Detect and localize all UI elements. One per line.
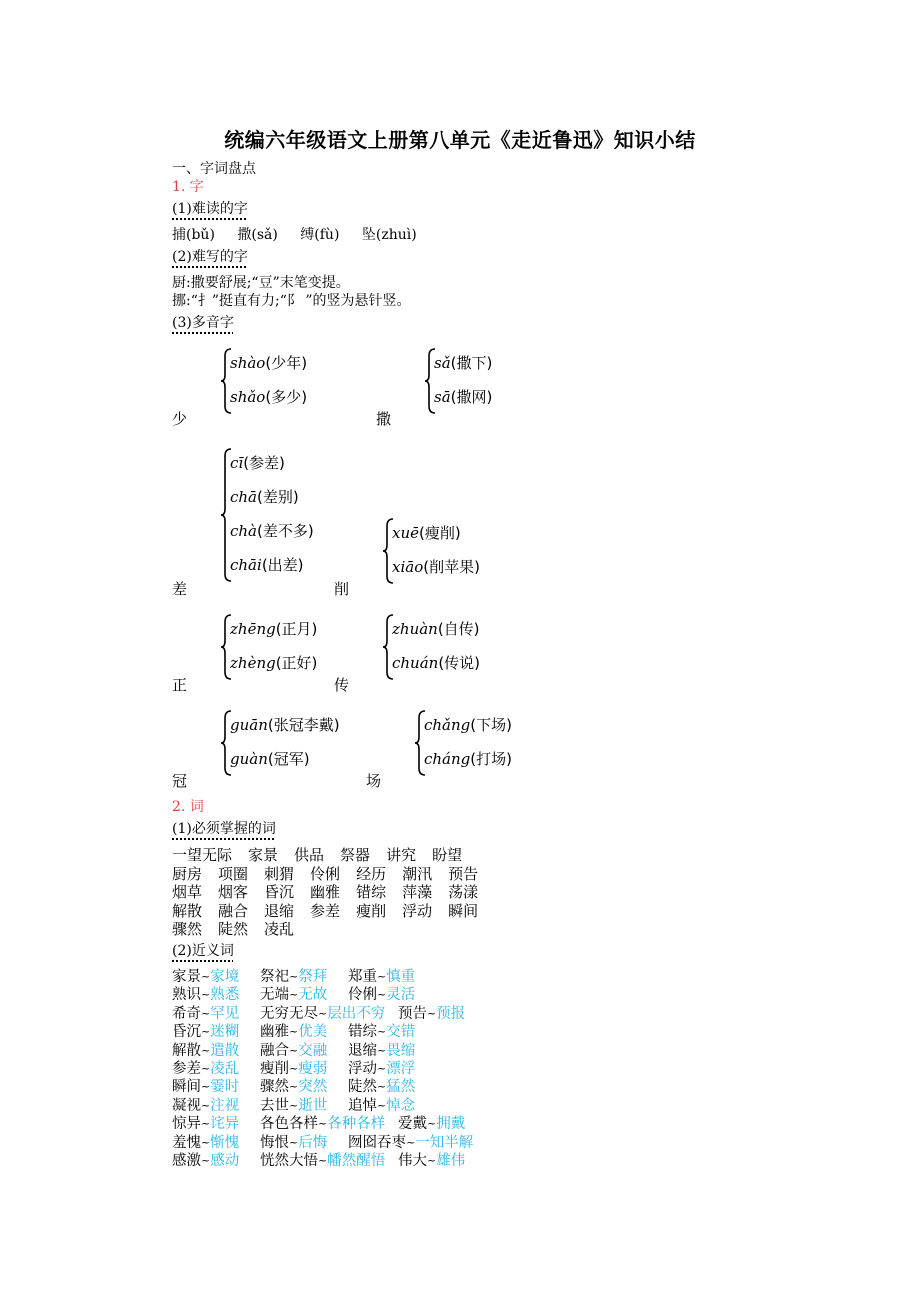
synonym-answer: 慎重 <box>386 969 416 985</box>
polyphone-reading: guàn(冠军) <box>230 750 310 768</box>
synonym-word: 凝视 <box>172 1097 201 1114</box>
synonym-answer: 罕见 <box>210 1005 240 1022</box>
word-item: 错综 <box>356 883 387 902</box>
synonym-separator: ~ <box>318 1117 328 1131</box>
word-item: 昏沉 <box>264 883 295 902</box>
synonym-pair <box>260 1060 327 1078</box>
synonym-pair <box>172 1115 239 1133</box>
polyphone-reading: shǎo(多少) <box>230 388 308 406</box>
synonym-word: 瞬间 <box>172 1079 201 1096</box>
word-item: 烟草 <box>172 883 203 902</box>
synonym-separator: ~ <box>318 1154 328 1167</box>
synonym-word: 陡然 <box>348 1079 377 1096</box>
polyphone-char: 传 <box>334 676 350 694</box>
synonym-pair <box>348 1042 415 1060</box>
polyphone-reading: zhuàn(自传) <box>392 620 480 638</box>
synonym-pair <box>260 1097 327 1115</box>
synonym-word: 幽雅 <box>260 1024 289 1041</box>
word-item: 融合 <box>218 901 249 920</box>
polyphone-reading: chǎng(下场) <box>424 716 512 734</box>
polyphone-char: 正 <box>172 676 188 694</box>
synonym-word: 感激 <box>172 1153 201 1169</box>
must-words-label: (1)必须掌握的词 <box>172 821 276 837</box>
synonym-answer: 预报 <box>436 1005 466 1022</box>
synonym-word: 熟识 <box>172 987 201 1004</box>
synonym-word: 伟大 <box>398 1153 427 1169</box>
polyphone-reading: cī(参差) <box>230 454 285 472</box>
synonym-answer: 迷糊 <box>210 1024 240 1041</box>
synonym-pair <box>260 986 327 1004</box>
synonym-pair <box>172 1060 239 1078</box>
word-row <box>172 902 494 920</box>
word-item: 项圈 <box>218 864 249 883</box>
polyphone-reading: chā(差别) <box>230 488 299 506</box>
synonym-word: 昏沉 <box>172 1024 201 1041</box>
synonym-word: 浮动 <box>348 1061 377 1077</box>
synonym-pair <box>348 1078 415 1096</box>
synonym-answer: 突然 <box>298 1079 328 1096</box>
word-item: 陡然 <box>218 920 249 939</box>
synonym-pair <box>348 968 415 986</box>
polyphone-char: 冠 <box>172 772 188 790</box>
word-item: 骤然 <box>172 920 203 939</box>
synonym-separator: ~ <box>289 1098 299 1112</box>
word-item: 供品 <box>294 846 325 864</box>
synonym-word: 希奇 <box>172 1005 201 1022</box>
word-item: 萍藻 <box>402 883 433 902</box>
word-row <box>172 846 478 864</box>
synonym-answer: 畏缩 <box>386 1042 416 1059</box>
word-item: 退缩 <box>264 901 295 920</box>
synonym-pair <box>348 986 415 1004</box>
synonym-pair <box>260 1115 385 1133</box>
synonym-pair <box>260 1134 327 1152</box>
word-item: 盼望 <box>432 846 463 864</box>
synonym-word: 郑重 <box>348 969 377 985</box>
synonym-answer: 层出不穷 <box>327 1005 386 1022</box>
synonym-pair <box>348 1097 415 1115</box>
polyphone-reading: shào(少年) <box>230 354 308 372</box>
synonym-pair <box>398 1152 465 1170</box>
synonym-pair <box>348 1023 415 1041</box>
word-item: 烟客 <box>218 883 249 902</box>
synonym-pair <box>260 1042 327 1060</box>
hard-write-line: 厨:撒要舒展;“豆”末笔变提。 <box>172 275 350 291</box>
synonym-separator: ~ <box>289 1135 299 1149</box>
polyphone-reading: cháng(打场) <box>424 750 512 768</box>
synonym-pair <box>260 1023 327 1041</box>
word-item: 瘦削 <box>356 901 387 920</box>
synonym-separator: ~ <box>427 1006 437 1020</box>
polyphone-char: 少 <box>172 410 188 428</box>
polyphone-reading: zhèng(正好) <box>230 654 318 672</box>
synonym-word: 祭祀 <box>260 969 289 985</box>
synonym-separator: ~ <box>201 1098 211 1112</box>
word-row <box>172 883 494 901</box>
synonym-separator: ~ <box>201 1006 211 1020</box>
word-item: 幽雅 <box>310 883 341 902</box>
synonym-word: 恍然大悟 <box>260 1153 318 1169</box>
synonym-word: 融合 <box>260 1042 289 1059</box>
synonym-pair <box>172 1023 239 1041</box>
synonym-separator: ~ <box>289 1025 299 1039</box>
word-item: 凌乱 <box>264 920 295 939</box>
polyphone-reading: chāi(出差) <box>230 556 304 574</box>
synonym-separator: ~ <box>289 1080 299 1094</box>
word-item: 参差 <box>310 901 341 920</box>
synonym-pair <box>260 1078 327 1096</box>
synonym-separator: ~ <box>377 1098 387 1112</box>
synonym-separator: ~ <box>289 1062 299 1075</box>
word-item: 预告 <box>448 864 479 883</box>
synonym-word: 参差 <box>172 1061 201 1077</box>
synonym-separator: ~ <box>289 1043 299 1057</box>
synonym-separator: ~ <box>201 1062 211 1075</box>
synonym-separator: ~ <box>201 1117 211 1131</box>
synonym-pair <box>172 1152 239 1170</box>
hard-read-item: 撒(sǎ) <box>237 227 278 243</box>
synonym-answer: 凌乱 <box>210 1061 240 1077</box>
synonym-pair <box>348 1134 473 1152</box>
synonym-separator: ~ <box>201 1025 211 1039</box>
synonym-word: 囫囵吞枣 <box>348 1134 406 1151</box>
synonym-pair <box>260 1005 385 1023</box>
synonym-word: 预告 <box>398 1005 427 1022</box>
synonym-answer: 幡然醒悟 <box>327 1153 386 1169</box>
synonym-separator: ~ <box>377 970 387 983</box>
polyphone-reading: xuē(瘦削) <box>392 524 461 542</box>
synonym-separator: ~ <box>377 1080 387 1094</box>
synonym-answer: 拥戴 <box>436 1116 466 1133</box>
section-heading: 一、字词盘点 <box>172 161 256 177</box>
synonym-answer: 诧异 <box>210 1116 240 1133</box>
synonym-answer: 雄伟 <box>436 1153 466 1169</box>
synonym-word: 惊异 <box>172 1116 201 1133</box>
synonym-pair <box>172 1134 239 1152</box>
synonym-separator: ~ <box>289 988 299 1002</box>
synonym-word: 瘦削 <box>260 1061 289 1077</box>
synonym-word: 追悼 <box>348 1097 377 1114</box>
polyphone-reading: sǎ(撒下) <box>434 354 493 372</box>
word-item: 讲究 <box>386 846 417 864</box>
polyphone-char: 撒 <box>376 410 392 428</box>
synonym-answer: 交错 <box>386 1024 416 1041</box>
synonym-pair <box>172 1042 239 1060</box>
word-item: 瞬间 <box>448 901 479 920</box>
synonym-answer: 霎时 <box>210 1079 240 1096</box>
polyphone-reading: zhēng(正月) <box>230 620 318 638</box>
synonym-word: 各色各样 <box>260 1116 318 1133</box>
synonym-pair <box>260 1152 385 1170</box>
synonym-pair <box>172 1078 239 1096</box>
word-item: 厨房 <box>172 864 203 883</box>
synonym-answer: 瘦弱 <box>298 1061 328 1077</box>
word-item: 祭器 <box>340 846 371 864</box>
synonym-answer: 一知半解 <box>415 1134 474 1151</box>
synonyms-label: (2)近义词 <box>172 943 234 959</box>
synonym-separator: ~ <box>377 1043 387 1057</box>
synonym-answer: 猛然 <box>386 1079 416 1096</box>
synonym-pair <box>398 1005 465 1023</box>
polyphone-char: 削 <box>334 580 350 598</box>
synonym-pair <box>172 986 239 1004</box>
synonym-pair <box>172 1005 239 1023</box>
word-item: 家景 <box>248 846 279 864</box>
hard-read-list <box>172 226 417 244</box>
word-item: 解散 <box>172 901 203 920</box>
part-heading-characters: 1. 字 <box>172 179 204 195</box>
word-row <box>172 920 310 938</box>
synonym-word: 悔恨 <box>260 1134 289 1151</box>
word-item: 伶俐 <box>310 864 341 883</box>
polyphone-reading: sā(撒网) <box>434 388 493 406</box>
synonym-answer: 后悔 <box>298 1134 328 1151</box>
synonym-answer: 优美 <box>298 1024 328 1041</box>
hard-read-item: 捕(bǔ) <box>172 227 215 243</box>
synonym-pair <box>172 968 239 986</box>
hard-read-label: (1)难读的字 <box>172 201 248 217</box>
hard-write-label: (2)难写的字 <box>172 249 248 265</box>
synonym-word: 家景 <box>172 969 201 985</box>
word-item: 荡漾 <box>448 883 479 902</box>
synonym-word: 无穷无尽 <box>260 1005 318 1022</box>
polyphone-reading: chà(差不多) <box>230 522 314 540</box>
synonym-separator: ~ <box>427 1154 437 1167</box>
synonym-pair <box>348 1060 415 1078</box>
synonym-answer: 交融 <box>298 1042 328 1059</box>
synonym-separator: ~ <box>201 970 211 983</box>
hard-read-item: 坠(zhuì) <box>361 227 417 243</box>
word-item: 潮汛 <box>402 864 433 883</box>
synonym-word: 伶俐 <box>348 987 377 1004</box>
synonym-answer: 漂浮 <box>386 1061 416 1077</box>
word-item: 刺猬 <box>264 864 295 883</box>
hard-write-line: 挪:“扌”挺直有力;“阝 ”的竖为悬针竖。 <box>172 293 411 309</box>
synonym-separator: ~ <box>377 1025 387 1039</box>
synonym-word: 去世 <box>260 1097 289 1114</box>
synonym-separator: ~ <box>377 1062 387 1075</box>
synonym-separator: ~ <box>318 1006 328 1020</box>
synonym-pair <box>398 1115 465 1133</box>
polyphone-char: 场 <box>366 772 382 790</box>
polyphone-reading: chuán(传说) <box>392 654 481 672</box>
synonym-separator: ~ <box>201 1080 211 1094</box>
synonym-word: 解散 <box>172 1042 201 1059</box>
synonym-separator: ~ <box>201 1154 211 1167</box>
synonym-word: 爱戴 <box>398 1116 427 1133</box>
synonym-answer: 悼念 <box>386 1097 416 1114</box>
synonym-separator: ~ <box>377 988 387 1002</box>
polyphone-char: 差 <box>172 580 188 598</box>
synonym-separator: ~ <box>406 1135 416 1149</box>
synonym-answer: 注视 <box>210 1097 240 1114</box>
synonym-word: 羞愧 <box>172 1134 201 1151</box>
synonym-answer: 家境 <box>210 969 240 985</box>
synonym-word: 退缩 <box>348 1042 377 1059</box>
synonym-answer: 无故 <box>298 987 328 1004</box>
synonym-word: 骤然 <box>260 1079 289 1096</box>
synonym-word: 错综 <box>348 1024 377 1041</box>
hard-read-item: 缚(fù) <box>300 227 340 243</box>
synonym-answer: 遣散 <box>210 1042 240 1059</box>
synonym-answer: 熟悉 <box>210 987 240 1004</box>
synonym-separator: ~ <box>289 970 299 983</box>
synonym-answer: 逝世 <box>298 1097 328 1114</box>
synonym-separator: ~ <box>201 988 211 1002</box>
synonym-separator: ~ <box>427 1117 437 1131</box>
synonym-answer: 各种各样 <box>327 1116 386 1133</box>
synonym-answer: 祭拜 <box>298 969 328 985</box>
polyphone-label: (3)多音字 <box>172 315 234 331</box>
polyphone-reading: guān(张冠李戴) <box>230 716 340 734</box>
synonym-separator: ~ <box>201 1043 211 1057</box>
synonym-word: 无端 <box>260 987 289 1004</box>
synonym-answer: 惭愧 <box>210 1134 240 1151</box>
synonym-separator: ~ <box>201 1135 211 1149</box>
synonym-pair <box>260 968 327 986</box>
word-row <box>172 865 494 883</box>
word-item: 浮动 <box>402 901 433 920</box>
page-title: 统编六年级语文上册第八单元《走近鲁迅》知识小结 <box>224 128 696 152</box>
part-heading-words: 2. 词 <box>172 799 204 815</box>
word-item: 一望无际 <box>172 846 233 864</box>
polyphone-reading: xiāo(削苹果) <box>392 558 480 576</box>
word-item: 经历 <box>356 864 387 883</box>
synonym-pair <box>172 1097 239 1115</box>
synonym-answer: 灵活 <box>386 987 416 1004</box>
synonym-answer: 感动 <box>210 1153 240 1169</box>
